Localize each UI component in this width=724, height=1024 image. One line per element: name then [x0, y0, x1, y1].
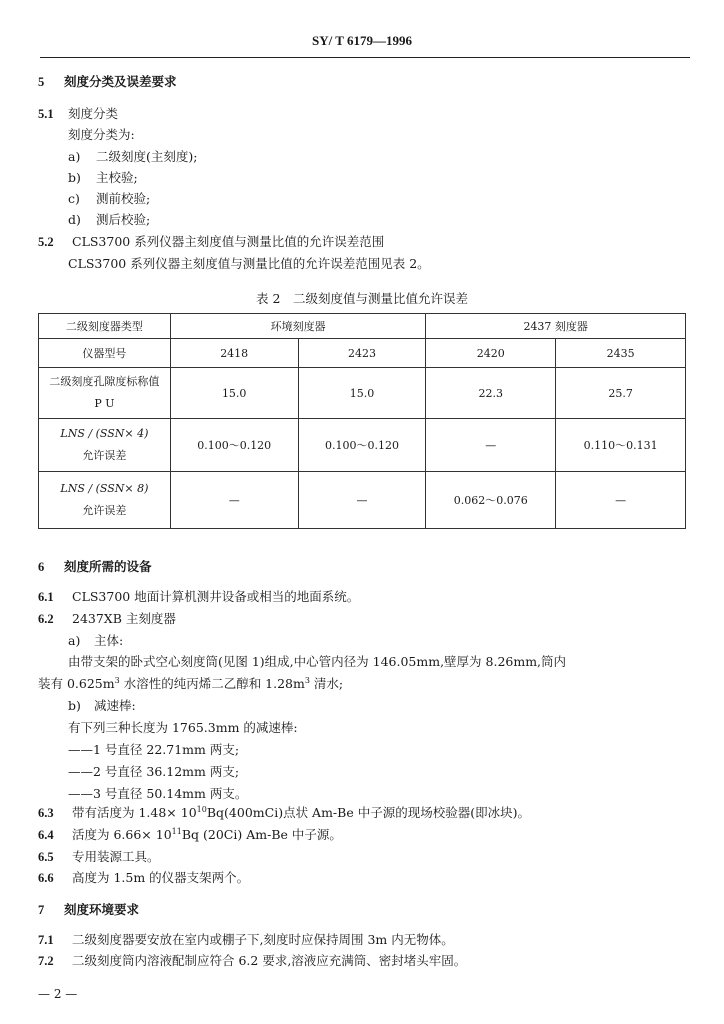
row-label-line: 允许误差: [82, 449, 127, 462]
superscript: 3: [304, 675, 310, 685]
clause-6-1: [38, 589, 359, 605]
table-cell: 2418: [170, 339, 298, 368]
item-a-label: a): [68, 633, 81, 648]
section-7-title: 刻度环境要求: [64, 902, 140, 917]
table-cell: [39, 472, 171, 529]
list-item: ——2 号直径 36.12mm 两支;: [68, 764, 240, 779]
clause-7-1-number: 7.1: [38, 933, 54, 947]
clause-6-4: [38, 827, 342, 843]
table-cell: [39, 419, 171, 472]
superscript: 3: [114, 675, 120, 685]
clause-7-2-text: 二级刻度筒内溶液配制应符合 6.2 要求,溶液应充满筒、密封堵头牢固。: [72, 953, 467, 968]
clause-7-1: [38, 932, 454, 948]
list-item-label: c): [68, 191, 80, 206]
table-row: [39, 419, 686, 472]
table-2: [38, 313, 686, 529]
table-2-caption: 表 2 二级刻度值与测量比值允许误差: [256, 291, 468, 306]
text-run: 清水;: [309, 676, 344, 691]
superscript: 10: [196, 804, 207, 814]
item-a-title: 主体:: [94, 633, 124, 648]
list-item-text: 主校验;: [96, 170, 138, 185]
list-item-label: b): [68, 170, 81, 185]
table-cell: 2423: [298, 339, 426, 368]
clause-5-1-intro: 刻度分类为:: [68, 127, 135, 142]
clause-6-5-number: 6.5: [38, 850, 54, 864]
clause-6-2-text: 2437XB 主刻度器: [72, 611, 176, 626]
list-item: [68, 149, 197, 165]
list-item-text: 测后校验;: [96, 212, 151, 227]
list-item-text: 二级刻度(主刻度);: [96, 149, 198, 164]
table-cell: 0.100～0.120: [298, 419, 426, 472]
clause-6-5: [38, 849, 160, 865]
text-run: 水溶性的纯丙烯二乙醇和 1.28m: [119, 676, 305, 691]
section-7-heading: [38, 902, 139, 918]
page-number: — 2 —: [38, 987, 78, 1001]
clause-5-2-body: CLS3700 系列仪器主刻度值与测量比值的允许误差范围见表 2。: [68, 256, 430, 271]
list-item-label: a): [68, 149, 81, 164]
section-6-heading: [38, 559, 152, 575]
item-b-body: 有下列三种长度为 1765.3mm 的减速棒:: [68, 720, 298, 735]
clause-6-2-number: 6.2: [38, 612, 54, 626]
table-cell: 2435: [556, 339, 686, 368]
clause-6-2: [38, 611, 176, 627]
clause-6-6-text: 高度为 1.5m 的仪器支架两个。: [72, 870, 250, 885]
list-item: [68, 170, 138, 186]
clause-6-1-text: CLS3700 地面计算机测井设备或相当的地面系统。: [72, 589, 360, 604]
section-5-title: 刻度分类及误差要求: [64, 74, 177, 89]
row-label-line: P U: [94, 397, 115, 410]
superscript: 11: [171, 826, 182, 836]
row-label-line: 允许误差: [82, 504, 127, 517]
page-header-title: SY/ T 6179—1996: [312, 33, 412, 48]
table-cell: 二级刻度器类型: [39, 314, 171, 339]
item-b-label: b): [68, 698, 81, 713]
table-cell: —: [170, 472, 298, 529]
clause-6-5-text: 专用装源工具。: [72, 849, 160, 864]
row-label-line: 二级刻度孔隙度标称值: [49, 375, 160, 388]
clause-6-6-number: 6.6: [38, 871, 54, 885]
table-row: [39, 368, 686, 419]
table-cell: 25.7: [556, 368, 686, 419]
list-item-label: d): [68, 212, 81, 227]
table-cell: 0.100～0.120: [170, 419, 298, 472]
clause-5-1-number: 5.1: [38, 107, 54, 121]
table-row: [39, 472, 686, 529]
clause-6-2-a: [68, 633, 123, 649]
table-cell: 0.110～0.131: [556, 419, 686, 472]
table-cell: [39, 368, 171, 419]
clause-7-1-text: 二级刻度器要安放在室内或棚子下,刻度时应保持周围 3m 内无物体。: [72, 932, 454, 947]
list-item: ——3 号直径 50.14mm 两支。: [68, 786, 248, 801]
item-b-title: 减速棒:: [94, 698, 136, 713]
table-cell: 2437 刻度器: [426, 314, 686, 339]
section-5-number: 5: [38, 75, 45, 89]
section-7-number: 7: [38, 903, 45, 917]
list-item: [68, 212, 150, 228]
list-item: [68, 191, 150, 207]
table-cell: 22.3: [426, 368, 556, 419]
table-cell: —: [556, 472, 686, 529]
clause-6-3-number: 6.3: [38, 806, 54, 820]
clause-6-4-number: 6.4: [38, 828, 54, 842]
section-6-title: 刻度所需的设备: [64, 559, 152, 574]
text-run: Bq(400mCi)点状 Am-Be 中子源的现场校验器(即冰块)。: [206, 805, 530, 820]
clause-5-1-title: 刻度分类: [68, 106, 119, 121]
table-cell: 15.0: [170, 368, 298, 419]
table-cell: —: [426, 419, 556, 472]
clause-5-2-title: CLS3700 系列仪器主刻度值与测量比值的允许误差范围: [72, 234, 385, 249]
clause-6-3: [38, 805, 530, 821]
clause-7-2-number: 7.2: [38, 954, 54, 968]
text-run: 装有 0.625m: [38, 676, 115, 691]
clause-7-2: [38, 953, 466, 969]
clause-6-1-number: 6.1: [38, 590, 54, 604]
table-row: [39, 339, 686, 368]
text-run: 活度为 6.66× 10: [72, 827, 172, 842]
list-item-text: 测前校验;: [96, 191, 151, 206]
table-cell: —: [298, 472, 426, 529]
text-run: Bq (20Ci) Am-Be 中子源。: [181, 827, 342, 842]
table-cell: 2420: [426, 339, 556, 368]
row-label-line: LNS / (SSN× 4): [60, 427, 149, 440]
table-row: [39, 314, 686, 339]
clause-6-6: [38, 870, 249, 886]
clause-5-1: [38, 106, 118, 122]
table-cell: 环境刻度器: [170, 314, 426, 339]
item-a-body-1: 由带支架的卧式空心刻度筒(见图 1)组成,中心管内径为 146.05mm,壁厚为 8.26mm,筒内: [68, 654, 567, 669]
clause-6-2-b: [68, 698, 136, 714]
header-rule: [40, 57, 690, 58]
section-6-number: 6: [38, 560, 45, 574]
item-a-body-2: [38, 676, 343, 692]
clause-5-2: [38, 234, 384, 250]
list-item: ——1 号直径 22.71mm 两支;: [68, 742, 240, 757]
table-cell: 0.062～0.076: [426, 472, 556, 529]
table-cell: 仪器型号: [39, 339, 171, 368]
table-cell: 15.0: [298, 368, 426, 419]
clause-5-2-number: 5.2: [38, 235, 54, 249]
row-label-line: LNS / (SSN× 8): [60, 482, 149, 495]
text-run: 带有活度为 1.48× 10: [72, 805, 197, 820]
section-5-heading: [38, 74, 177, 90]
